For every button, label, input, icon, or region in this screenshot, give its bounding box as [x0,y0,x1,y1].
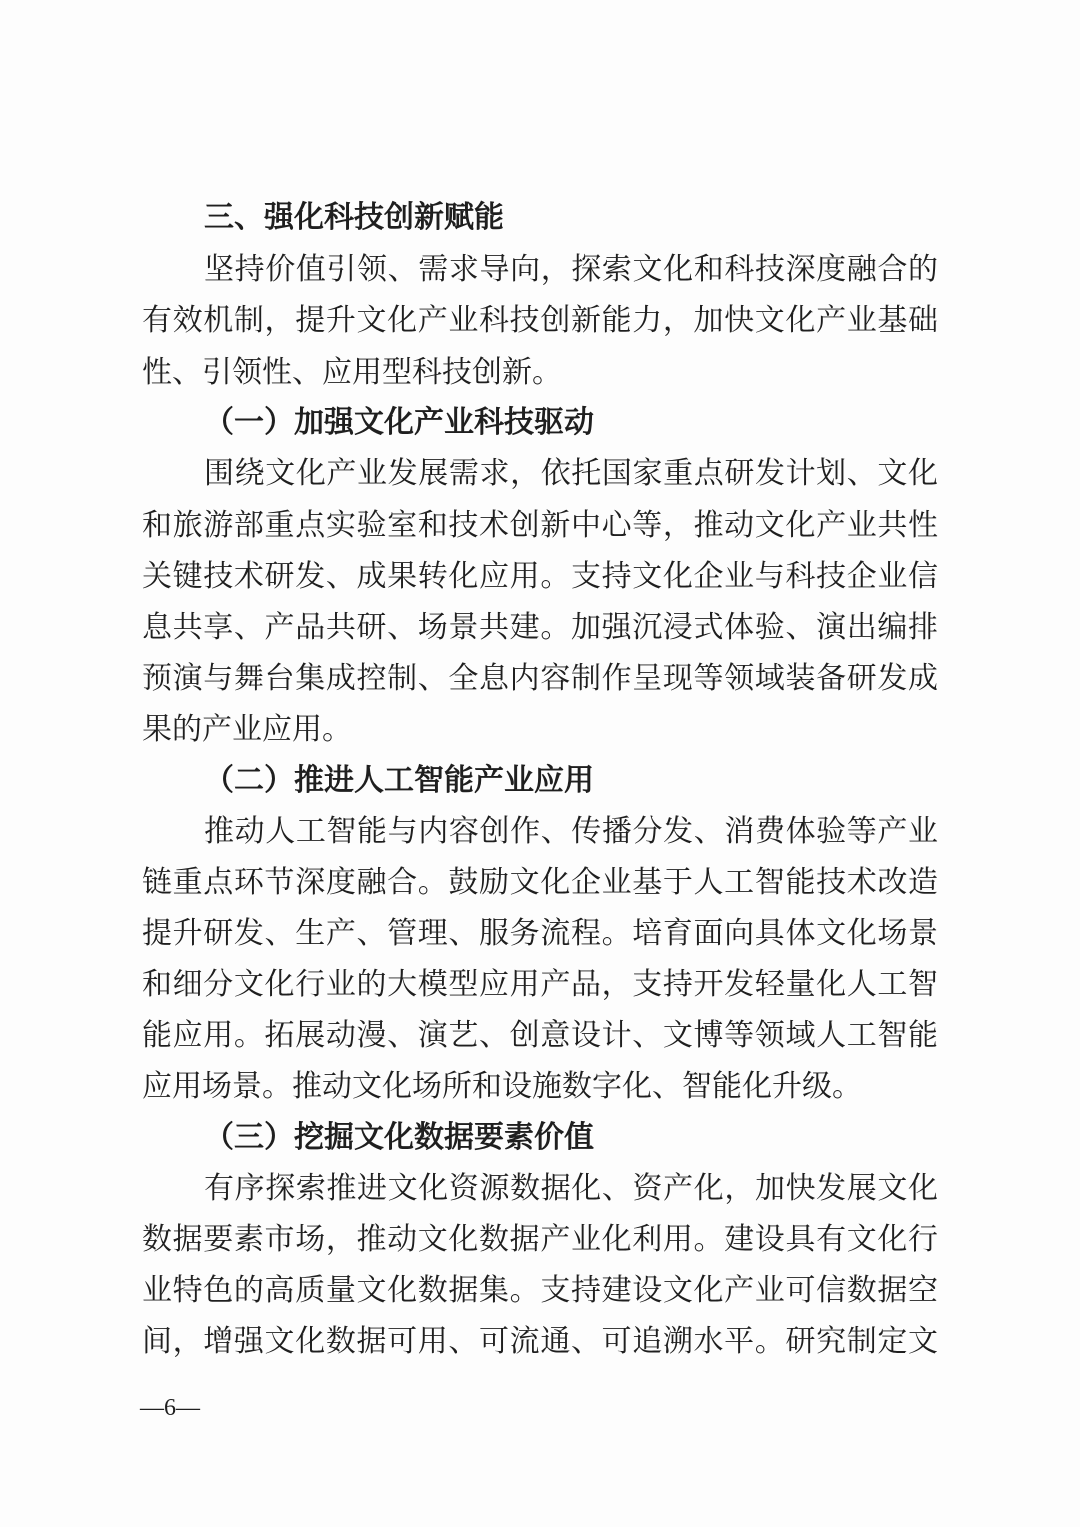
paragraph-line: 间，增强文化数据可用、可流通、可追溯水平。研究制定文 [142,1324,938,1359]
intro-paragraph-line: 坚持价值引领、需求导向，探索文化和科技深度融合的 [204,252,938,287]
subsection-heading: （二）推进人工智能产业应用 [204,763,594,798]
paragraph-line: 应用场景。推动文化场所和设施数字化、智能化升级。 [142,1069,862,1104]
paragraph-line: 和细分文化行业的大模型应用产品，支持开发轻量化人工智 [142,967,938,1002]
section-heading: 三、强化科技创新赋能 [204,200,504,235]
paragraph-line: 推动人工智能与内容创作、传播分发、消费体验等产业 [204,814,938,849]
intro-paragraph-line: 性、引领性、应用型科技创新。 [142,355,562,390]
paragraph-line: 业特色的高质量文化数据集。支持建设文化产业可信数据空 [142,1273,938,1308]
paragraph-line: 和旅游部重点实验室和技术创新中心等，推动文化产业共性 [142,508,938,543]
subsection-heading: （一）加强文化产业科技驱动 [204,405,594,440]
paragraph-line: 数据要素市场，推动文化数据产业化利用。建设具有文化行 [142,1222,938,1257]
page-number: —6— [140,1395,200,1421]
paragraph-line: 提升研发、生产、管理、服务流程。培育面向具体文化场景 [142,916,938,951]
paragraph-line: 息共享、产品共研、场景共建。加强沉浸式体验、演出编排 [142,610,938,645]
paragraph-line: 果的产业应用。 [142,712,352,747]
paragraph-line: 有序探索推进文化资源数据化、资产化，加快发展文化 [204,1171,938,1206]
paragraph-line: 能应用。拓展动漫、演艺、创意设计、文博等领域人工智能 [142,1018,938,1053]
paragraph-line: 关键技术研发、成果转化应用。支持文化企业与科技企业信 [142,559,938,594]
paragraph-line: 链重点环节深度融合。鼓励文化企业基于人工智能技术改造 [142,865,938,900]
subsection-heading: （三）挖掘文化数据要素价值 [204,1120,594,1155]
paragraph-line: 围绕文化产业发展需求，依托国家重点研发计划、文化 [204,456,938,491]
paragraph-line: 预演与舞台集成控制、全息内容制作呈现等领域装备研发成 [142,661,938,696]
intro-paragraph-line: 有效机制，提升文化产业科技创新能力，加快文化产业基础 [142,303,938,338]
